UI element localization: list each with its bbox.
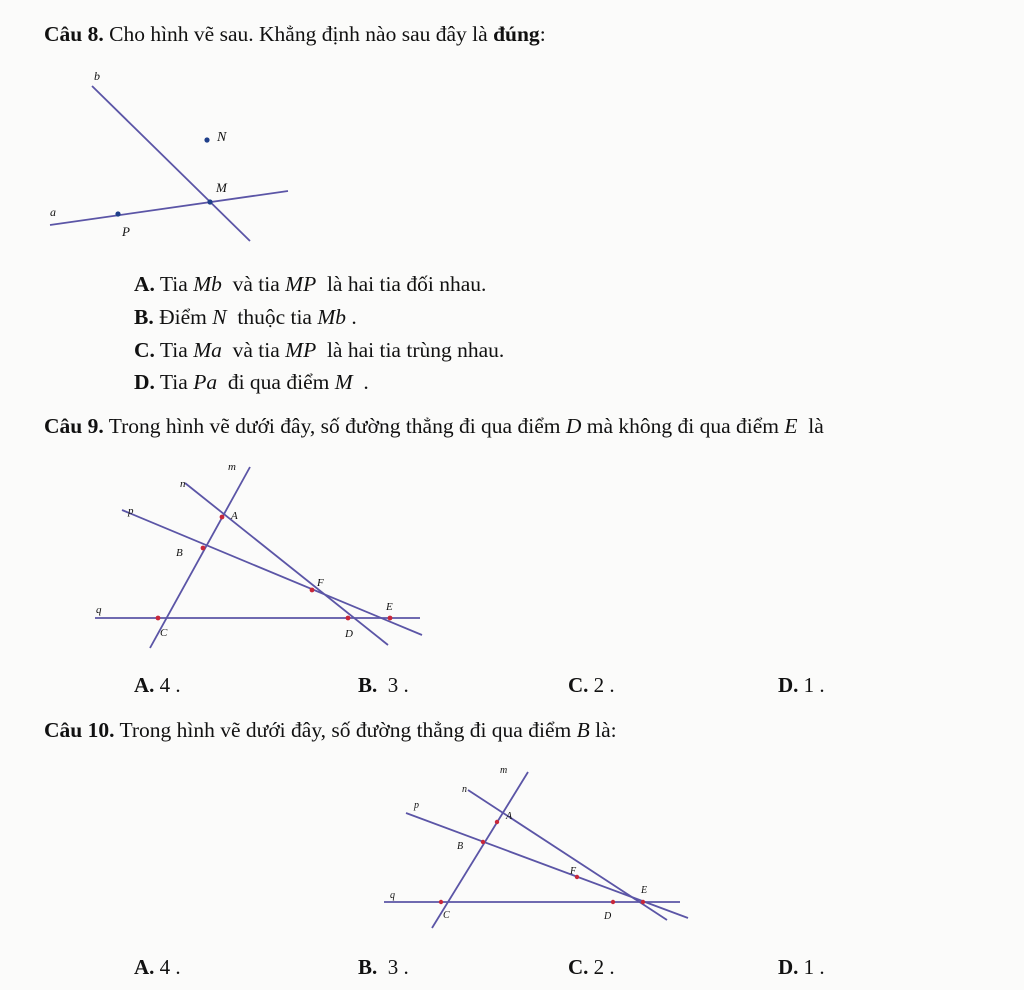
point-E bbox=[388, 616, 393, 621]
q9-answer-d-letter: D. bbox=[778, 673, 799, 697]
point-C bbox=[439, 900, 443, 904]
point-B bbox=[201, 546, 206, 551]
q10-answer-d[interactable] bbox=[778, 954, 825, 980]
q10-answer-a[interactable] bbox=[134, 954, 181, 980]
q9-answer-c-letter: C. bbox=[568, 673, 589, 697]
q10-answer-b-letter: B. bbox=[358, 955, 378, 979]
q9-number: Câu 9. bbox=[44, 414, 104, 438]
q8-option-b-text: Điểm N thuộc tia Mb . bbox=[159, 305, 357, 329]
label-E: E bbox=[641, 885, 648, 896]
label-D: D bbox=[604, 911, 612, 922]
q10-figure bbox=[380, 755, 700, 935]
q8-option-d-letter: D. bbox=[134, 370, 155, 394]
q8-stem: Cho hình vẽ sau. Khẳng định nào sau đây là bbox=[109, 22, 488, 46]
q10-heading bbox=[44, 718, 617, 742]
label-D: D bbox=[345, 628, 353, 640]
label-p: p bbox=[414, 800, 419, 811]
label-b: b bbox=[94, 69, 100, 83]
label-A: A bbox=[506, 811, 513, 822]
q9-heading bbox=[44, 414, 824, 438]
label-B: B bbox=[457, 841, 464, 852]
line-m bbox=[432, 772, 528, 928]
q9-answer-a-value: 4 . bbox=[159, 673, 181, 697]
q8-option-c-letter: C. bbox=[134, 338, 155, 362]
label-F: F bbox=[570, 866, 577, 877]
q10-answer-a-value: 4 . bbox=[159, 955, 181, 979]
label-q: q bbox=[96, 604, 102, 616]
q9-answer-b-letter: B. bbox=[358, 673, 378, 697]
label-N: N bbox=[217, 130, 227, 145]
label-F: F bbox=[317, 577, 324, 589]
q8-option-a-letter: A. bbox=[134, 272, 155, 296]
q8-option-b[interactable] bbox=[134, 305, 357, 329]
q8-heading bbox=[44, 22, 546, 46]
label-P: P bbox=[122, 224, 130, 239]
line-b bbox=[92, 86, 250, 241]
point-D bbox=[346, 616, 351, 621]
q9-answer-c[interactable] bbox=[568, 672, 615, 698]
q8-option-a-text: Tia Mb và tia MP là hai tia đối nhau. bbox=[159, 272, 487, 296]
label-n: n bbox=[462, 784, 467, 795]
q8-option-c-text: Tia Ma và tia MP là hai tia trùng nhau. bbox=[159, 338, 505, 362]
q10-answer-c-value: 2 . bbox=[593, 955, 615, 979]
q10-answer-b-value: 3 . bbox=[387, 955, 409, 979]
q10-answer-d-letter: D. bbox=[778, 955, 799, 979]
q8-option-c[interactable] bbox=[134, 338, 504, 362]
q8-emphasis: đúng bbox=[493, 22, 540, 46]
q10-stem: Trong hình vẽ dưới đây, số đường thẳng đi qua điểm B là: bbox=[119, 718, 617, 742]
q10-number: Câu 10. bbox=[44, 718, 115, 742]
q10-answer-row bbox=[0, 954, 1024, 980]
point-D bbox=[611, 900, 615, 904]
q9-answer-b[interactable] bbox=[358, 672, 409, 698]
q9-answer-a-letter: A. bbox=[134, 673, 155, 697]
q9-answer-b-value: 3 . bbox=[387, 673, 409, 697]
q8-colon: : bbox=[539, 22, 546, 46]
q9-answer-a[interactable] bbox=[134, 672, 181, 698]
label-M: M bbox=[216, 180, 227, 195]
q8-number: Câu 8. bbox=[44, 22, 104, 46]
point-B bbox=[481, 840, 485, 844]
point-A bbox=[220, 515, 225, 520]
q9-answer-c-value: 2 . bbox=[593, 673, 615, 697]
label-m: m bbox=[228, 461, 236, 473]
q10-answer-b[interactable] bbox=[358, 954, 409, 980]
q8-option-b-letter: B. bbox=[134, 305, 154, 329]
q9-stem: Trong hình vẽ dưới đây, số đường thẳng đi qua điểm D mà không đi qua điểm E là bbox=[108, 414, 824, 438]
label-n: n bbox=[180, 478, 186, 490]
point-P bbox=[115, 211, 120, 216]
q9-answer-row bbox=[0, 672, 1024, 698]
line-a bbox=[50, 191, 288, 225]
point-M bbox=[207, 199, 212, 204]
point-C bbox=[156, 616, 161, 621]
q10-answer-a-letter: A. bbox=[134, 955, 155, 979]
point-E bbox=[641, 900, 645, 904]
label-C: C bbox=[443, 910, 450, 921]
q10-answer-c-letter: C. bbox=[568, 955, 589, 979]
label-p: p bbox=[128, 505, 134, 517]
label-q: q bbox=[390, 890, 395, 901]
point-N bbox=[204, 137, 209, 142]
q8-option-d[interactable] bbox=[134, 370, 369, 394]
q10-answer-c[interactable] bbox=[568, 954, 615, 980]
q9-figure bbox=[80, 455, 450, 655]
q10-answer-d-value: 1 . bbox=[803, 955, 825, 979]
point-A bbox=[495, 820, 499, 824]
q8-option-a[interactable] bbox=[134, 272, 486, 296]
q9-answer-d[interactable] bbox=[778, 672, 825, 698]
label-C: C bbox=[160, 627, 168, 639]
q8-option-d-text: Tia Pa đi qua điểm M . bbox=[159, 370, 369, 394]
label-B: B bbox=[176, 547, 183, 559]
label-m: m bbox=[500, 765, 508, 776]
line-n bbox=[468, 790, 667, 920]
label-E: E bbox=[386, 601, 393, 613]
q9-answer-d-value: 1 . bbox=[803, 673, 825, 697]
point-F bbox=[310, 588, 315, 593]
label-A: A bbox=[231, 510, 238, 522]
label-a: a bbox=[50, 205, 56, 219]
line-n bbox=[185, 483, 388, 645]
q8-figure bbox=[0, 60, 320, 260]
